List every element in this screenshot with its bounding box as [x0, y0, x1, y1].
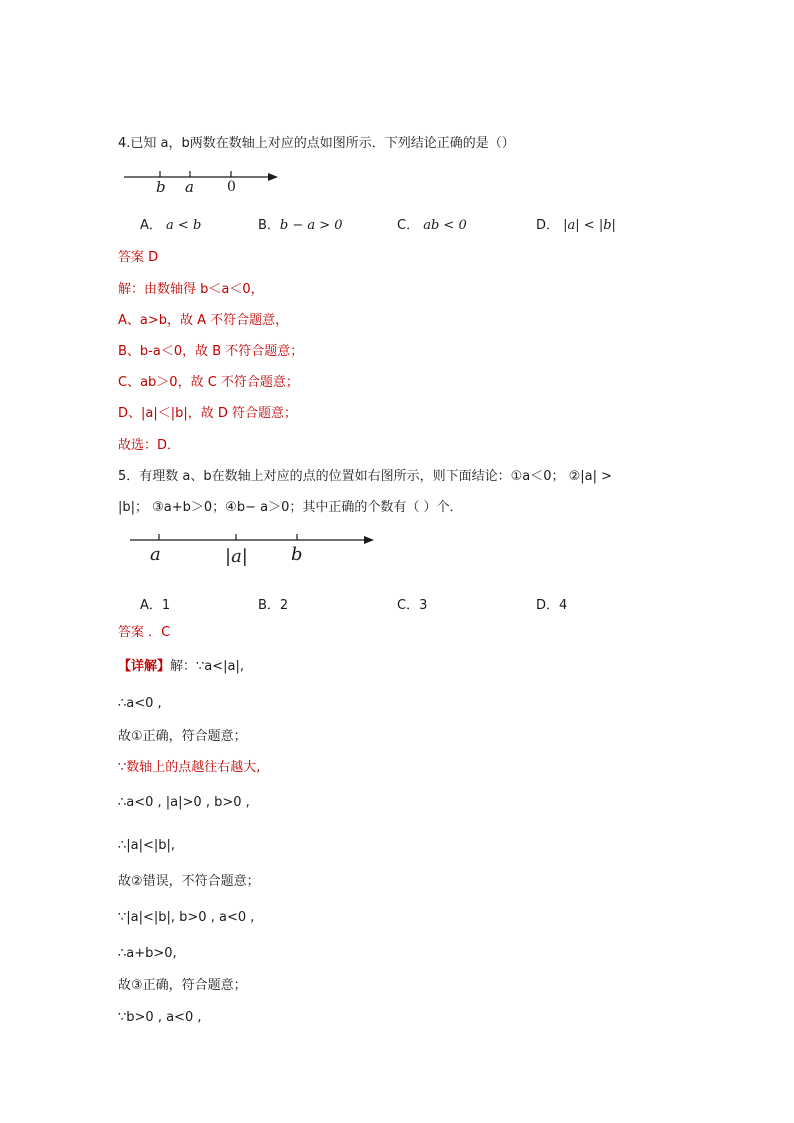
q4-answer: 答案 D [118, 250, 159, 265]
q4-label-0: 0 [227, 179, 236, 195]
q5-axis-arrow [364, 536, 374, 544]
q5-detail-line-7: 故②错误，不符合题意； [118, 874, 260, 889]
q5-option-b: B．2 [258, 598, 289, 613]
q5-detail-line-2: ∴a<0 , [118, 696, 162, 711]
q5-detail-line-5: ∴a<0 , |a|>0 , b>0 , [118, 795, 250, 810]
q4-option-c: C． ab < 0 [397, 218, 467, 233]
q5-detail-line-8: ∵|a|<|b|, b>0 , a<0 , [118, 910, 255, 925]
q4-solution-line-2: A、a>b，故 A 不符合题意， [118, 313, 289, 328]
q4-label-b: b [156, 178, 166, 196]
q4-option-d: D． |a| < |b| [536, 218, 616, 233]
q4-solution-line-5: D、|a|＜|b|，故 D 符合题意； [118, 406, 298, 421]
q5-stem-line-2: |b|； ③a+b＞0；④b− a＞0；其中正确的个数有（ ）个． [118, 500, 463, 515]
q5-option-c: C．3 [397, 598, 428, 613]
q5-detail-tag: 【详解】 [118, 659, 171, 674]
q4-option-b: B．b − a > 0 [258, 218, 343, 233]
q5-option-d: D．4 [536, 598, 568, 613]
q5-detail-line-4: ∵数轴上的点越往右越大, [118, 760, 261, 775]
q4-solution-line-4: C、ab＞0，故 C 不符合题意； [118, 375, 299, 390]
q4-solution-line-1: 解：由数轴得 b＜a＜0， [118, 282, 264, 297]
q4-solution-line-6: 故选：D． [118, 438, 181, 453]
q4-label-a: a [185, 178, 194, 196]
q4-stem: 4.已知 a，b两数在数轴上对应的点如图所示．下列结论正确的是（） [118, 136, 515, 151]
q5-answer: 答案 ．C [118, 625, 171, 640]
q5-stem-line-1: 5．有理数 a、b在数轴上对应的点的位置如右图所示，则下面结论：①a＜0； ②|a| > [118, 469, 613, 484]
q4-solution-line-3: B、b-a＜0，故 B 不符合题意； [118, 344, 304, 359]
q4-option-a: A． a < b [140, 218, 202, 233]
q5-detail-line-9: ∴a+b>0, [118, 946, 177, 961]
q5-detail-line-3: 故①正确，符合题意； [118, 729, 247, 744]
q5-detail-line-10: 故③正确，符合题意； [118, 978, 247, 993]
q5-option-a: A．1 [140, 598, 171, 613]
q5-label-abs-a: |a| [225, 546, 248, 567]
q5-detail-line-1: 【详解】解：∵a<|a|, [118, 659, 245, 674]
q5-detail-line-6: ∴|a|<|b|, [118, 838, 176, 853]
q5-label-b: b [291, 544, 303, 565]
q5-label-a: a [150, 544, 161, 565]
q5-detail-line-11: ∵b>0 , a<0 , [118, 1010, 202, 1025]
